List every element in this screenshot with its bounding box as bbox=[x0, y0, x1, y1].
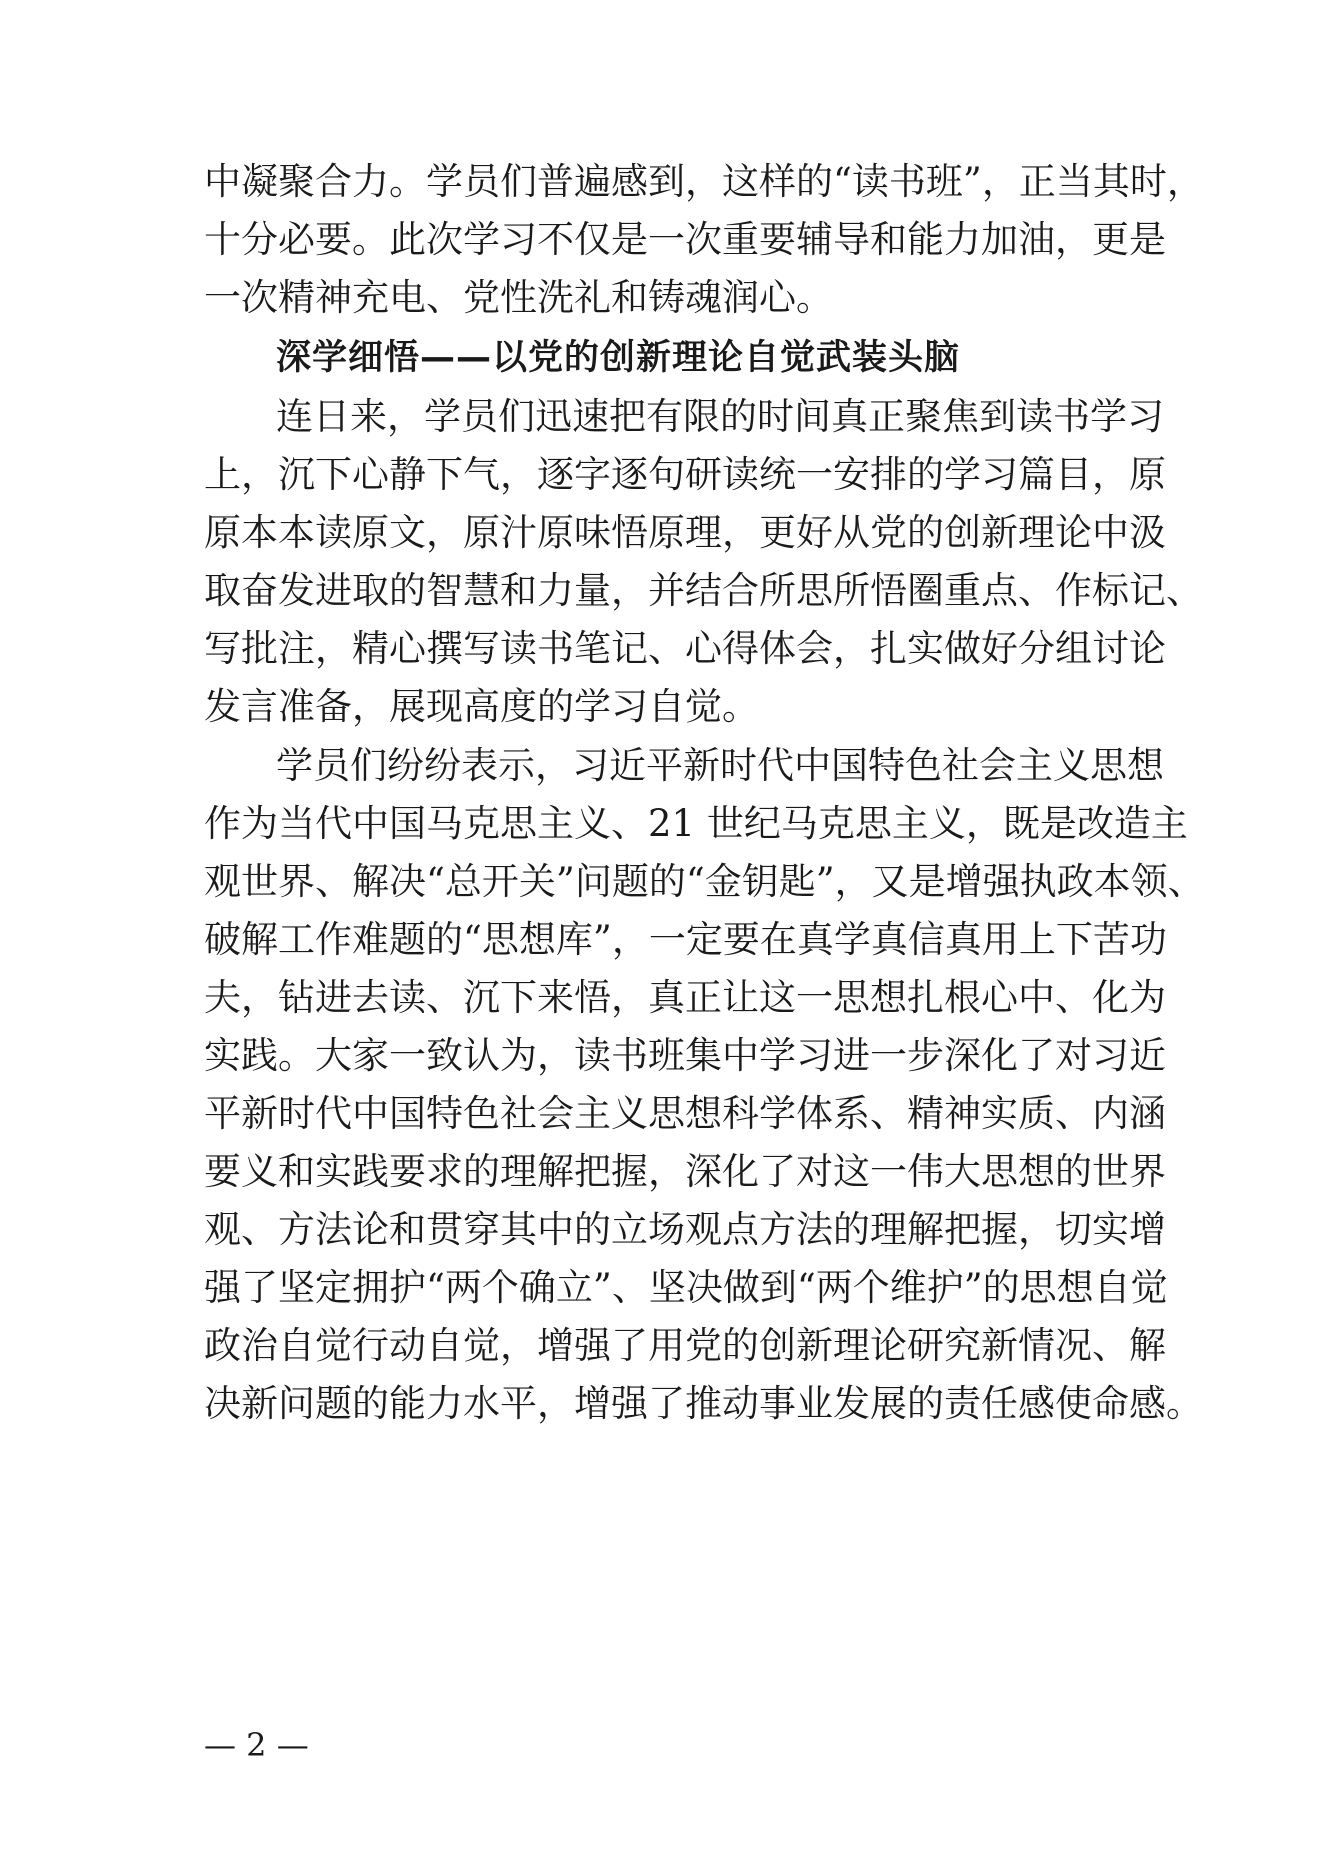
text-line: 决新问题的能力水平，增强了推动事业发展的责任感使命感。 bbox=[204, 1382, 1203, 1425]
text-line: 观、方法论和贯穿其中的立场观点方法的理解把握，切实增 bbox=[204, 1208, 1166, 1251]
text-line: 实践。大家一致认为，读书班集中学习进一步深化了对习近 bbox=[204, 1034, 1166, 1077]
text-line: 学员们纷纷表示，习近平新时代中国特色社会主义思想 bbox=[276, 744, 1164, 787]
text-line: 要义和实践要求的理解把握，深化了对这一伟大思想的世界 bbox=[204, 1150, 1166, 1193]
text-line: 平新时代中国特色社会主义思想科学体系、精神实质、内涵 bbox=[204, 1092, 1166, 1135]
text-line: 作为当代中国马克思主义、21 世纪马克思主义，既是改造主 bbox=[204, 802, 1188, 845]
text-line: 中凝聚合力。学员们普遍感到，这样的“读书班”，正当其时， bbox=[204, 160, 1204, 203]
text-line: 十分必要。此次学习不仅是一次重要辅导和能力加油，更是 bbox=[204, 218, 1166, 261]
text-line: 写批注，精心撰写读书笔记、心得体会，扎实做好分组讨论 bbox=[204, 627, 1166, 670]
text-line: 原本本读原文，原汁原味悟原理，更好从党的创新理论中汲 bbox=[204, 511, 1166, 554]
text-line: 破解工作难题的“思想库”，一定要在真学真信真用上下苦功 bbox=[204, 918, 1167, 961]
text-line: 一次精神充电、党性洗礼和铸魂润心。 bbox=[204, 276, 833, 319]
text-line: 政治自觉行动自觉，增强了用党的创新理论研究新情况、解 bbox=[204, 1324, 1166, 1367]
page-number: — 2 — bbox=[204, 1726, 309, 1764]
text-line: 连日来，学员们迅速把有限的时间真正聚焦到读书学习 bbox=[276, 395, 1164, 438]
section-heading: 深学细悟——以党的创新理论自觉武装头脑 bbox=[276, 338, 961, 378]
text-line: 强了坚定拥护“两个确立”、坚决做到“两个维护”的思想自觉 bbox=[204, 1266, 1168, 1309]
text-line: 观世界、解决“总开关”问题的“金钥匙”，又是增强执政本领、 bbox=[204, 860, 1205, 903]
text-line: 上，沉下心静下气，逐字逐句研读统一安排的学习篇目，原 bbox=[204, 453, 1166, 496]
text-line: 夫，钻进去读、沉下来悟，真正让这一思想扎根心中、化为 bbox=[204, 976, 1166, 1019]
text-line: 取奋发进取的智慧和力量，并结合所思所悟圈重点、作标记、 bbox=[204, 569, 1203, 612]
text-line: 发言准备，展现高度的学习自觉。 bbox=[204, 685, 759, 728]
